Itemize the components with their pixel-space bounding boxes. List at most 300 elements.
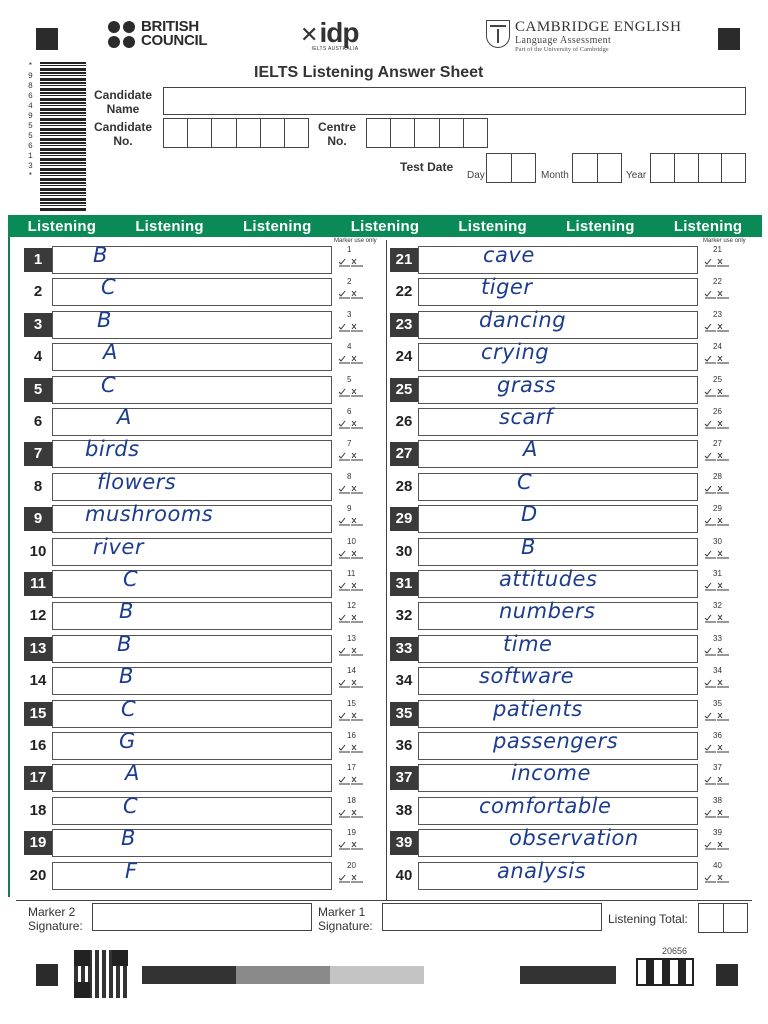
marker-tick-box[interactable] bbox=[702, 505, 732, 533]
marker-tick-box[interactable] bbox=[702, 246, 732, 274]
marker-tick-box[interactable] bbox=[336, 440, 366, 468]
answer-row bbox=[24, 502, 370, 533]
question-number: 20 bbox=[29, 866, 47, 884]
idp-subtitle: IELTS AUSTRALIA bbox=[311, 46, 359, 52]
handwritten-answer: B bbox=[117, 631, 132, 656]
question-number: 16 bbox=[29, 737, 47, 754]
question-number: 31 bbox=[390, 572, 418, 596]
answer-row bbox=[390, 469, 736, 501]
marker-number: 4 bbox=[347, 342, 352, 352]
marker-number: 13 bbox=[347, 633, 356, 643]
handwritten-answer: analysis bbox=[497, 858, 587, 883]
marker-tick-box[interactable] bbox=[702, 862, 732, 890]
idp-mark-icon: ✕ bbox=[300, 22, 318, 47]
marker-tick-box[interactable] bbox=[336, 700, 366, 728]
qr-code bbox=[74, 950, 128, 998]
registration-mark bbox=[716, 964, 738, 986]
answer-row bbox=[24, 437, 370, 468]
marker-tick-box[interactable] bbox=[702, 829, 732, 857]
answer-field[interactable] bbox=[52, 534, 332, 566]
answer-field[interactable] bbox=[418, 243, 698, 274]
candidate-no-label-2: No. bbox=[113, 134, 133, 148]
handwritten-answer: A bbox=[117, 405, 132, 429]
marker2-label-2: Signature: bbox=[28, 919, 83, 933]
handwritten-answer: B bbox=[119, 599, 134, 624]
question-number: 32 bbox=[395, 607, 413, 625]
answer-row bbox=[24, 696, 370, 728]
candidate-no-label: Candidate bbox=[93, 120, 152, 134]
handwritten-answer: B bbox=[121, 826, 136, 851]
question-number: 28 bbox=[395, 477, 413, 495]
column-divider bbox=[386, 240, 387, 900]
answer-row bbox=[24, 664, 370, 695]
answer-field[interactable] bbox=[418, 664, 698, 695]
band-label: Listening bbox=[350, 217, 420, 235]
frame-line-left bbox=[8, 237, 10, 897]
marker-number: 38 bbox=[713, 795, 722, 805]
question-number: 13 bbox=[24, 637, 52, 661]
answer-row bbox=[24, 275, 370, 306]
answer-field[interactable] bbox=[418, 372, 698, 404]
answer-row bbox=[24, 405, 370, 436]
listening-total-label: Listening Total: bbox=[608, 912, 688, 926]
marker-number: 40 bbox=[713, 860, 722, 870]
candidate-name-label: Candidate bbox=[93, 88, 152, 102]
answer-field[interactable] bbox=[418, 631, 698, 663]
british-council-line2: COUNCIL bbox=[141, 32, 208, 49]
handwritten-answer: A bbox=[103, 340, 118, 365]
day-field[interactable] bbox=[486, 153, 536, 183]
question-number: 15 bbox=[24, 702, 52, 726]
answer-field[interactable] bbox=[418, 534, 698, 566]
answer-row bbox=[390, 437, 736, 468]
question-number: 34 bbox=[395, 672, 413, 690]
answer-field[interactable] bbox=[418, 599, 698, 630]
answer-field[interactable] bbox=[418, 307, 698, 339]
british-council-dots-icon bbox=[108, 21, 135, 48]
question-number: 17 bbox=[24, 766, 52, 790]
marker-number: 5 bbox=[347, 374, 352, 384]
cambridge-subtitle2: Part of the University of Cambridge bbox=[515, 46, 609, 53]
answer-row bbox=[390, 664, 736, 695]
answer-field[interactable] bbox=[52, 599, 332, 630]
question-number: 40 bbox=[395, 866, 413, 884]
idp-wordmark: idp bbox=[319, 17, 359, 48]
answer-field[interactable] bbox=[52, 826, 332, 857]
answer-row bbox=[24, 340, 370, 371]
answer-field[interactable] bbox=[52, 631, 332, 663]
answer-row bbox=[390, 567, 736, 598]
marker2-signature-field[interactable] bbox=[92, 903, 312, 931]
cambridge-logo bbox=[486, 20, 681, 54]
handwritten-answer: B bbox=[119, 664, 134, 689]
handwritten-answer: river bbox=[93, 534, 144, 559]
answer-row bbox=[24, 729, 370, 760]
handwritten-answer: income bbox=[511, 761, 591, 786]
answer-row bbox=[24, 793, 370, 825]
marker-tick-box[interactable] bbox=[336, 343, 366, 371]
marker-tick-box[interactable] bbox=[336, 246, 366, 274]
barcode-digits: *9864955613* bbox=[28, 62, 33, 181]
marker-tick-box[interactable] bbox=[702, 278, 732, 306]
marker-use-header: Marker use only bbox=[334, 238, 377, 244]
answer-field[interactable] bbox=[418, 729, 698, 760]
candidate-name-label-2: Name bbox=[106, 102, 140, 116]
question-number: 5 bbox=[24, 378, 52, 402]
band-label: Listening bbox=[27, 217, 97, 235]
marker-tick-box[interactable] bbox=[336, 635, 366, 663]
marker-tick-box[interactable] bbox=[702, 667, 732, 695]
answer-row bbox=[24, 599, 370, 630]
question-number: 11 bbox=[24, 572, 52, 596]
month-label: Month bbox=[541, 170, 569, 181]
marker-number: 8 bbox=[347, 471, 352, 481]
answer-row bbox=[24, 243, 370, 274]
answer-row bbox=[390, 307, 736, 339]
answer-row bbox=[24, 372, 370, 404]
answer-row bbox=[24, 534, 370, 566]
answer-row bbox=[24, 858, 370, 890]
answer-row bbox=[390, 275, 736, 306]
handwritten-answer: dancing bbox=[479, 307, 567, 332]
answer-field[interactable] bbox=[52, 469, 332, 501]
question-number: 22 bbox=[395, 283, 413, 301]
question-number: 9 bbox=[24, 507, 52, 531]
question-number: 26 bbox=[395, 413, 413, 430]
marker-tick-box[interactable] bbox=[702, 311, 732, 339]
answer-row bbox=[390, 243, 736, 274]
marker-number: 18 bbox=[347, 795, 356, 805]
marker-number: 29 bbox=[713, 504, 722, 514]
question-number: 14 bbox=[29, 672, 47, 690]
handwritten-answer: cave bbox=[483, 243, 535, 267]
marker-tick-box[interactable] bbox=[336, 764, 366, 792]
question-number: 36 bbox=[395, 737, 413, 754]
question-number: 23 bbox=[390, 313, 418, 337]
marker-number: 15 bbox=[347, 698, 356, 708]
handwritten-answer: C bbox=[517, 469, 533, 494]
handwritten-answer: time bbox=[503, 631, 553, 656]
marker-number: 10 bbox=[347, 536, 356, 546]
year-label: Year bbox=[626, 170, 647, 181]
registration-mark bbox=[718, 28, 740, 50]
handwritten-answer: crying bbox=[481, 340, 550, 365]
answer-field[interactable] bbox=[418, 502, 698, 533]
question-number: 30 bbox=[395, 542, 413, 560]
marker-number: 35 bbox=[713, 698, 722, 708]
marker-number: 30 bbox=[713, 536, 722, 546]
marker-number: 21 bbox=[713, 245, 722, 254]
marker-tick-box[interactable] bbox=[702, 408, 732, 436]
candidate-name-field[interactable] bbox=[163, 87, 746, 115]
answer-field[interactable] bbox=[418, 793, 698, 825]
handwritten-answer: comfortable bbox=[479, 793, 612, 818]
marker-number: 27 bbox=[713, 439, 722, 449]
handwritten-answer: F bbox=[125, 858, 138, 883]
handwritten-answer: mushrooms bbox=[85, 502, 214, 527]
answer-field[interactable] bbox=[418, 826, 698, 857]
test-date-label: Test Date bbox=[400, 160, 454, 174]
answers-column-right bbox=[390, 243, 736, 896]
answer-field[interactable] bbox=[418, 567, 698, 598]
month-field[interactable] bbox=[572, 153, 622, 183]
marker-tick-box[interactable] bbox=[702, 797, 732, 825]
handwritten-answer: C bbox=[101, 372, 117, 397]
handwritten-answer: B bbox=[97, 307, 112, 332]
answer-field[interactable] bbox=[418, 469, 698, 501]
marker-tick-box[interactable] bbox=[336, 862, 366, 890]
marker-tick-box[interactable] bbox=[336, 473, 366, 501]
marker-tick-box[interactable] bbox=[702, 635, 732, 663]
handwritten-answer: C bbox=[123, 567, 139, 591]
handwritten-answer: tiger bbox=[481, 275, 533, 300]
handwritten-answer: B bbox=[93, 243, 108, 267]
question-number: 10 bbox=[29, 542, 47, 560]
british-council-logo bbox=[108, 20, 207, 48]
marker-number: 17 bbox=[347, 763, 356, 773]
registration-mark bbox=[36, 964, 58, 986]
centre-no-label-2: No. bbox=[327, 134, 347, 148]
marker-tick-box[interactable] bbox=[702, 473, 732, 501]
answer-field[interactable] bbox=[52, 858, 332, 890]
handwritten-answer: software bbox=[479, 664, 575, 689]
answer-row bbox=[390, 405, 736, 436]
answer-field[interactable] bbox=[52, 761, 332, 792]
question-number: 4 bbox=[33, 348, 43, 366]
handwritten-answer: flowers bbox=[97, 469, 177, 494]
marker2-label: Marker 2 bbox=[28, 905, 76, 919]
marker-tick-box[interactable] bbox=[702, 376, 732, 404]
marker-number: 16 bbox=[347, 731, 356, 740]
frame-line-bottom bbox=[16, 900, 752, 901]
timing-strip bbox=[330, 966, 424, 984]
question-number: 37 bbox=[390, 766, 418, 790]
band-label: Listening bbox=[243, 217, 312, 235]
marker-tick-box[interactable] bbox=[702, 700, 732, 728]
answer-row bbox=[24, 631, 370, 663]
handwritten-answer: scarf bbox=[499, 405, 553, 429]
question-number: 35 bbox=[390, 702, 418, 726]
question-number: 8 bbox=[33, 477, 43, 495]
answer-row bbox=[390, 858, 736, 890]
answer-field[interactable] bbox=[52, 696, 332, 728]
question-number: 27 bbox=[390, 442, 418, 466]
band-label: Listening bbox=[673, 217, 743, 235]
marker-number: 22 bbox=[713, 277, 722, 287]
timing-strip bbox=[520, 966, 616, 984]
marker-tick-box[interactable] bbox=[336, 505, 366, 533]
marker-tick-box[interactable] bbox=[336, 732, 366, 760]
marker-number: 37 bbox=[713, 763, 722, 773]
question-number: 21 bbox=[390, 248, 418, 272]
idp-logo bbox=[300, 17, 359, 52]
handwritten-answer: attitudes bbox=[499, 567, 598, 591]
marker-tick-box[interactable] bbox=[336, 829, 366, 857]
handwritten-answer: D bbox=[521, 502, 538, 527]
handwritten-answer: A bbox=[125, 761, 140, 786]
marker-number: 33 bbox=[713, 633, 722, 643]
timing-strip bbox=[142, 966, 236, 984]
handwritten-answer: C bbox=[123, 793, 139, 818]
marker-number: 7 bbox=[347, 439, 352, 449]
marker-number: 6 bbox=[347, 407, 352, 416]
candidate-no-field[interactable] bbox=[163, 118, 309, 148]
marker-number: 31 bbox=[713, 569, 722, 578]
answer-field[interactable] bbox=[52, 729, 332, 760]
form-code-marks bbox=[636, 958, 694, 986]
page-title: IELTS Listening Answer Sheet bbox=[254, 64, 484, 81]
marker-number: 36 bbox=[713, 731, 722, 740]
answer-field[interactable] bbox=[52, 307, 332, 339]
marker-number: 25 bbox=[713, 374, 722, 384]
question-number: 29 bbox=[390, 507, 418, 531]
marker-number: 32 bbox=[713, 601, 722, 611]
answer-field[interactable] bbox=[52, 664, 332, 695]
marker1-signature-field[interactable] bbox=[382, 903, 602, 931]
answer-row bbox=[390, 340, 736, 371]
question-number: 12 bbox=[29, 607, 47, 625]
answer-row bbox=[390, 534, 736, 566]
answer-row bbox=[24, 469, 370, 501]
handwritten-answer: C bbox=[101, 275, 117, 300]
answer-row bbox=[390, 372, 736, 404]
marker-number: 28 bbox=[713, 471, 722, 481]
answers-column-left bbox=[24, 243, 370, 896]
marker-tick-box[interactable] bbox=[336, 538, 366, 566]
handwritten-answer: grass bbox=[497, 372, 557, 397]
marker-number: 3 bbox=[347, 309, 352, 319]
marker-tick-box[interactable] bbox=[702, 732, 732, 760]
marker-number: 20 bbox=[347, 860, 356, 870]
marker-use-header: Marker use only bbox=[703, 238, 746, 244]
marker-tick-box[interactable] bbox=[336, 278, 366, 306]
answer-row bbox=[390, 761, 736, 792]
band-label: Listening bbox=[566, 217, 635, 235]
marker1-label: Marker 1 bbox=[318, 905, 366, 919]
question-number: 3 bbox=[24, 313, 52, 337]
marker-number: 11 bbox=[347, 569, 356, 578]
marker-tick-box[interactable] bbox=[702, 602, 732, 630]
marker-tick-box[interactable] bbox=[702, 538, 732, 566]
handwritten-answer: numbers bbox=[499, 599, 596, 624]
answer-field[interactable] bbox=[418, 275, 698, 306]
marker-tick-box[interactable] bbox=[336, 376, 366, 404]
barcode-bars bbox=[40, 62, 86, 212]
marker-tick-box[interactable] bbox=[336, 311, 366, 339]
question-number: 19 bbox=[24, 831, 52, 855]
marker-tick-box[interactable] bbox=[336, 797, 366, 825]
question-number: 33 bbox=[390, 637, 418, 661]
answer-field[interactable] bbox=[52, 502, 332, 533]
marker-number: 23 bbox=[713, 309, 722, 319]
marker-tick-box[interactable] bbox=[702, 343, 732, 371]
handwritten-answer: G bbox=[119, 729, 136, 753]
centre-no-label: Centre bbox=[317, 120, 356, 134]
question-number: 39 bbox=[390, 831, 418, 855]
answer-field[interactable] bbox=[52, 243, 332, 274]
answer-row bbox=[24, 567, 370, 598]
question-number: 25 bbox=[390, 378, 418, 402]
marker-number: 1 bbox=[347, 245, 352, 254]
question-number: 24 bbox=[395, 348, 413, 366]
handwritten-answer: B bbox=[521, 534, 536, 559]
question-number: 7 bbox=[24, 442, 52, 466]
answer-row bbox=[390, 502, 736, 533]
answer-field[interactable] bbox=[418, 761, 698, 792]
handwritten-answer: C bbox=[121, 696, 137, 721]
question-number: 1 bbox=[24, 248, 52, 272]
handwritten-answer: A bbox=[523, 437, 538, 462]
marker1-label-2: Signature: bbox=[318, 919, 373, 933]
marker-tick-box[interactable] bbox=[702, 764, 732, 792]
question-number: 18 bbox=[29, 801, 47, 819]
answer-row bbox=[24, 761, 370, 792]
marker-number: 34 bbox=[713, 666, 722, 676]
marker-tick-box[interactable] bbox=[702, 440, 732, 468]
marker-tick-box[interactable] bbox=[336, 408, 366, 436]
answer-field[interactable] bbox=[52, 567, 332, 598]
candidate-barcode bbox=[28, 62, 86, 212]
answer-field[interactable] bbox=[52, 372, 332, 404]
answer-field[interactable] bbox=[418, 696, 698, 728]
marker-tick-box[interactable] bbox=[336, 570, 366, 598]
band-label: Listening bbox=[458, 217, 527, 235]
marker-tick-box[interactable] bbox=[336, 667, 366, 695]
answer-field[interactable] bbox=[52, 405, 332, 436]
band-label: Listening bbox=[135, 217, 204, 235]
registration-mark bbox=[36, 28, 58, 50]
marker-number: 14 bbox=[347, 666, 356, 676]
cambridge-crest-icon bbox=[486, 20, 510, 48]
listening-band bbox=[8, 215, 762, 237]
handwritten-answer: passengers bbox=[493, 729, 619, 753]
day-label: Day bbox=[467, 170, 485, 181]
british-council-line1: BRITISH bbox=[141, 18, 199, 35]
answer-row bbox=[390, 696, 736, 728]
answer-row bbox=[390, 631, 736, 663]
marker-number: 19 bbox=[347, 828, 356, 838]
year-field[interactable] bbox=[650, 153, 746, 183]
marker-number: 39 bbox=[713, 828, 722, 838]
answer-row bbox=[390, 826, 736, 857]
timing-strip bbox=[236, 966, 330, 984]
centre-no-field[interactable] bbox=[366, 118, 488, 148]
question-number: 6 bbox=[33, 413, 43, 430]
answer-field[interactable] bbox=[52, 275, 332, 306]
answer-field[interactable] bbox=[52, 340, 332, 371]
answer-field[interactable] bbox=[52, 793, 332, 825]
answer-field[interactable] bbox=[418, 405, 698, 436]
question-number: 38 bbox=[395, 801, 413, 819]
handwritten-answer: observation bbox=[509, 826, 639, 851]
marker-number: 24 bbox=[713, 342, 722, 352]
question-number: 2 bbox=[33, 283, 43, 301]
answer-field[interactable] bbox=[418, 858, 698, 890]
marker-tick-box[interactable] bbox=[336, 602, 366, 630]
cambridge-title: CAMBRIDGE ENGLISH bbox=[515, 19, 682, 35]
answer-field[interactable] bbox=[418, 340, 698, 371]
handwritten-answer: patients bbox=[493, 696, 583, 721]
answer-field[interactable] bbox=[418, 437, 698, 468]
marker-tick-box[interactable] bbox=[702, 570, 732, 598]
listening-total-field[interactable] bbox=[698, 903, 748, 933]
answer-field[interactable] bbox=[52, 437, 332, 468]
answer-row bbox=[390, 793, 736, 825]
answer-row bbox=[24, 826, 370, 857]
marker-number: 12 bbox=[347, 601, 356, 611]
marker-number: 26 bbox=[713, 407, 722, 416]
form-code: 20656 bbox=[662, 946, 688, 956]
